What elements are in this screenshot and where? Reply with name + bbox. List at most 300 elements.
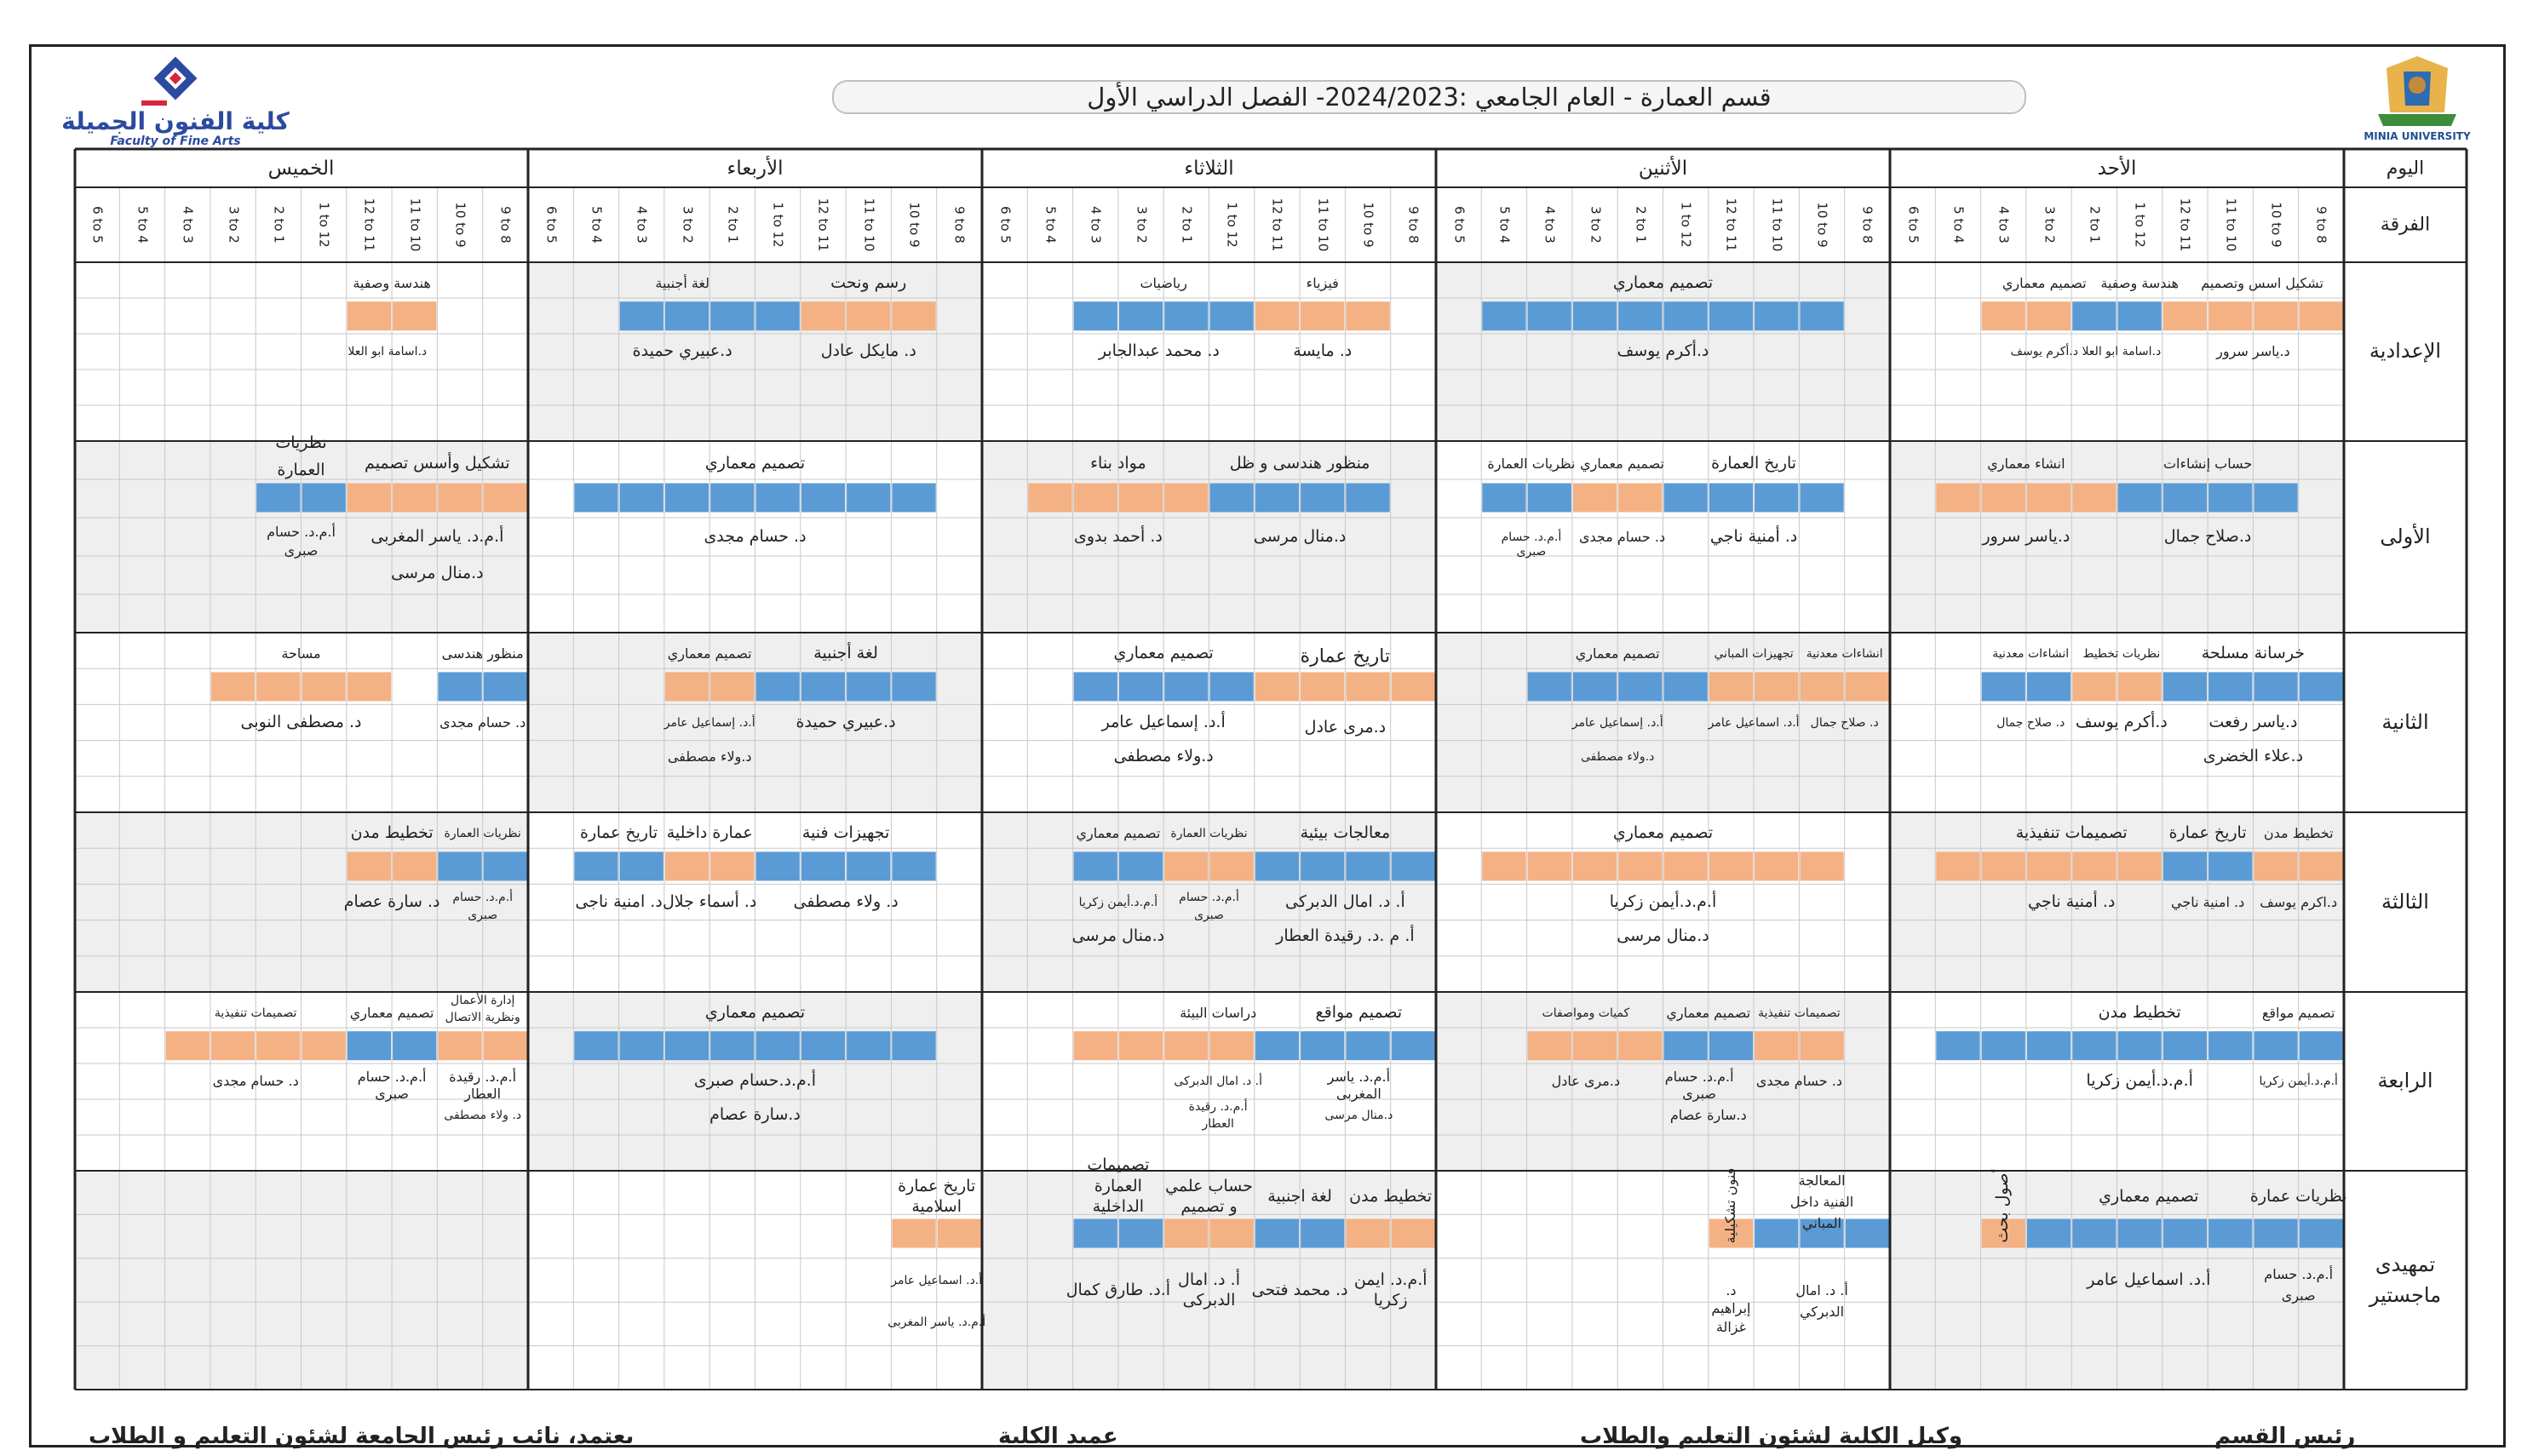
class-slot-bar <box>1982 301 2025 330</box>
day-header-4: الخميس <box>267 157 335 180</box>
class-text: تصميم معماري <box>1612 273 1714 293</box>
header-level-label: الفرقة <box>2380 214 2431 236</box>
class-text: د.ياسر رفعت <box>2208 712 2298 731</box>
class-text: تصميم معماري <box>1612 823 1714 843</box>
period-label: 11 to 10 <box>1315 198 1331 252</box>
period-label: 11 to 10 <box>861 198 877 252</box>
class-slot-bar <box>1709 484 1753 513</box>
class-text: حساب علمي <box>1165 1176 1253 1195</box>
class-slot-bar <box>574 484 617 513</box>
class-slot-bar <box>1936 851 1979 880</box>
class-slot-bar <box>1709 672 1753 701</box>
period-label: 1 to 12 <box>770 202 786 248</box>
class-text: تصميمات تنفيذية <box>2015 823 2128 843</box>
class-text: د.صلاح جمال <box>2163 526 2252 546</box>
class-slot-bar <box>1119 1219 1163 1248</box>
class-slot-bar <box>1755 1219 1798 1248</box>
class-slot-bar <box>1346 672 1389 701</box>
class-slot-bar <box>484 851 527 880</box>
class-slot-bar <box>1664 484 1708 513</box>
class-slot-bar <box>1800 484 1843 513</box>
class-text: أ.م.د.أيمن زكريا <box>1609 891 1717 911</box>
class-slot-bar <box>1301 484 1344 513</box>
class-slot-bar <box>1119 484 1163 513</box>
class-slot-bar <box>1482 301 1525 330</box>
class-text: تشكيل وأسس تصميم <box>365 454 510 473</box>
class-slot-bar <box>1255 1031 1299 1060</box>
class-slot-bar <box>1074 672 1117 701</box>
class-slot-bar <box>574 1031 617 1060</box>
class-slot-bar <box>1846 672 1889 701</box>
class-slot-bar <box>620 851 663 880</box>
class-slot-bar <box>256 484 300 513</box>
class-text: معالجات بيئية <box>1300 823 1391 843</box>
class-slot-bar <box>1528 1031 1571 1060</box>
period-label: 12 to 11 <box>362 198 378 252</box>
class-text: د. مايكل عادل <box>820 341 916 361</box>
class-slot-bar <box>710 301 754 330</box>
class-text: أ.م.د. ياسر المغربى <box>370 526 504 546</box>
class-slot-bar <box>847 484 890 513</box>
class-slot-bar <box>2163 851 2207 880</box>
class-slot-bar <box>2208 672 2252 701</box>
class-slot-bar <box>1074 1219 1117 1248</box>
period-label: 1 to 12 <box>2132 202 2148 248</box>
class-text: د.عبيري حميدة <box>632 341 732 361</box>
period-label: 9 to 8 <box>1405 206 1422 244</box>
class-slot-bar <box>2163 301 2207 330</box>
class-text: تاريخ العمارة <box>1711 454 1797 473</box>
class-text: العمارة <box>277 461 325 480</box>
class-text: لغة أجنبية <box>813 644 878 663</box>
class-text: تشكيل اسس وتصميم <box>2201 274 2323 291</box>
class-slot-bar <box>2027 672 2071 701</box>
class-text: أ.م.د. حسام <box>1501 530 1562 544</box>
class-slot-bar <box>1618 1031 1662 1060</box>
class-slot-bar <box>1346 301 1389 330</box>
class-text: د.اسامة ابو العلا <box>347 344 428 358</box>
class-slot-bar <box>2072 301 2116 330</box>
class-text: د.منال مرسى <box>1071 926 1165 946</box>
class-slot-bar <box>1982 484 2025 513</box>
period-label: 3 to 2 <box>2042 206 2058 244</box>
class-text: تاريخ عمارة <box>898 1176 976 1195</box>
class-slot-bar <box>1164 301 1208 330</box>
class-text: د. امنية ناجي <box>2171 893 2245 910</box>
class-text: أ.د. إسماعيل عامر <box>1101 712 1226 731</box>
class-slot-bar <box>1755 301 1798 330</box>
class-text: الدبركى <box>1182 1291 1236 1310</box>
class-slot-bar <box>1936 484 1979 513</box>
class-slot-bar <box>347 672 391 701</box>
class-text: تاريخ عمارة <box>580 823 658 843</box>
class-slot-bar <box>1392 1219 1435 1248</box>
class-text: إبراهيم <box>1711 1300 1751 1317</box>
day-header-0: الأحد <box>2097 157 2137 180</box>
class-slot-bar <box>1210 851 1254 880</box>
day-header-3: الأربعاء <box>727 157 784 180</box>
class-slot-bar <box>892 672 935 701</box>
class-slot-bar <box>438 672 481 701</box>
class-slot-bar <box>256 672 300 701</box>
period-label: 5 to 4 <box>1496 206 1513 244</box>
class-slot-bar <box>1255 484 1299 513</box>
class-slot-bar <box>1982 672 2025 701</box>
class-text: د.ولاء مصطفى <box>667 748 752 765</box>
class-text: تصميم معماري <box>667 645 752 662</box>
class-slot-bar <box>847 301 890 330</box>
class-text: تصميم معماري <box>2002 274 2087 291</box>
class-text: د. أسماء جلال <box>663 891 757 911</box>
class-slot-bar <box>847 851 890 880</box>
class-text: رياضيات <box>1140 274 1187 291</box>
class-text: د. سارة عصام <box>343 891 440 911</box>
class-text: أ.د. طارق كمال <box>1065 1280 1171 1299</box>
level-label-3: الثالثة <box>2381 889 2429 914</box>
class-text: د. مصطفى النوبى <box>240 712 362 731</box>
class-text: د. أحمد بدوى <box>1073 526 1163 546</box>
class-text: د.ياسر سرور <box>2216 342 2290 359</box>
class-text: أ.م.د. ياسر <box>1327 1068 1391 1085</box>
class-slot-bar <box>801 851 845 880</box>
class-slot-bar <box>1074 484 1117 513</box>
period-label: 4 to 3 <box>1088 206 1104 244</box>
class-text: أ.م.د.أيمن زكريا <box>1078 895 1158 909</box>
class-slot-bar <box>801 484 845 513</box>
class-text: د.سارة عصام <box>1669 1107 1747 1124</box>
class-text: تصميم معماري <box>704 1003 806 1023</box>
period-label: 12 to 11 <box>2178 198 2194 252</box>
class-text: انشاء معماري <box>1987 455 2065 472</box>
class-slot-bar <box>1664 672 1708 701</box>
class-slot-bar <box>1301 672 1344 701</box>
class-text: تخطيط مدن <box>2098 1003 2181 1023</box>
class-slot-bar <box>1164 1219 1208 1248</box>
class-slot-bar <box>1936 1031 1979 1060</box>
class-text: د. ولاء مصطفى <box>444 1109 522 1123</box>
class-text: لغة اجنبية <box>1267 1186 1332 1206</box>
class-slot-bar <box>302 1031 346 1060</box>
period-label: 5 to 4 <box>589 206 605 244</box>
class-text: صبرى <box>2281 1287 2316 1304</box>
class-text: تصميم معماري <box>1575 645 1660 662</box>
class-slot-bar <box>2072 484 2116 513</box>
class-slot-bar <box>620 1031 663 1060</box>
class-text: د.ولاء مصطفى <box>1581 749 1655 764</box>
class-slot-bar <box>1755 484 1798 513</box>
class-text: د. <box>1726 1281 1737 1298</box>
class-text: أ.م.د. حسام <box>2264 1266 2334 1283</box>
class-text: العطار <box>1202 1117 1234 1132</box>
class-slot-bar <box>756 484 800 513</box>
class-text: د.منال مرسى <box>1324 1109 1393 1123</box>
class-text: المعالجة <box>1798 1172 1846 1189</box>
class-slot-bar <box>2118 1219 2162 1248</box>
period-label: 11 to 10 <box>2223 198 2239 252</box>
class-slot-bar <box>756 672 800 701</box>
class-text: مواد بناء <box>1090 454 1146 473</box>
period-label: 1 to 12 <box>1678 202 1694 248</box>
class-text: تصميم معماري <box>1113 644 1214 663</box>
class-text: تصميمات تنفيذية <box>214 1006 297 1021</box>
class-slot-bar <box>2027 301 2071 330</box>
class-slot-bar <box>892 301 935 330</box>
class-slot-bar <box>211 1031 255 1060</box>
class-slot-bar <box>484 672 527 701</box>
class-text: د. محمد فتحى <box>1251 1280 1348 1299</box>
class-text-vertical: أصول بحث <box>1993 1168 2013 1243</box>
class-slot-bar <box>2072 1219 2116 1248</box>
class-slot-bar <box>1074 1031 1117 1060</box>
class-slot-bar <box>2072 851 2116 880</box>
class-slot-bar <box>2254 672 2297 701</box>
footer-vice-dean: وكيل الكلية لشئون التعليم والطلاب <box>1580 1424 1963 1449</box>
day-header-1: الأثنين <box>1638 157 1688 180</box>
class-slot-bar <box>1800 672 1843 701</box>
class-slot-bar <box>1301 1031 1344 1060</box>
class-slot-bar <box>1346 484 1389 513</box>
class-slot-bar <box>1800 301 1843 330</box>
class-text: رسم ونحت <box>830 273 907 293</box>
class-slot-bar <box>1210 484 1254 513</box>
class-text: أ.م.د.حسام صبرى <box>693 1071 817 1091</box>
class-text: د.سارة عصام <box>709 1105 801 1125</box>
class-text: خرسانة مسلحة <box>2201 644 2306 663</box>
header-day-label: اليوم <box>2386 157 2425 179</box>
class-text: د. ولاء مصطفى <box>793 891 899 911</box>
class-text: مساحة <box>281 645 321 662</box>
class-slot-bar <box>2118 484 2162 513</box>
class-slot-bar <box>302 484 346 513</box>
class-slot-bar <box>2208 484 2252 513</box>
class-slot-bar <box>1573 672 1617 701</box>
class-text: هندسة وصفية <box>2100 274 2179 291</box>
class-slot-bar <box>1528 484 1571 513</box>
class-slot-bar <box>1119 672 1163 701</box>
class-slot-bar <box>1164 484 1208 513</box>
class-slot-bar <box>1482 484 1525 513</box>
class-slot-bar <box>1074 851 1117 880</box>
class-slot-bar <box>166 1031 210 1060</box>
period-label: 12 to 11 <box>816 198 832 252</box>
level-label-5: تمهيدى <box>2375 1252 2436 1276</box>
class-slot-bar <box>665 672 709 701</box>
class-text: د.أكرم يوسف <box>2010 344 2078 358</box>
class-text: صبرى <box>1682 1085 1717 1102</box>
class-slot-bar <box>1664 301 1708 330</box>
class-text: صبرى <box>284 542 319 559</box>
class-slot-bar <box>347 301 391 330</box>
class-slot-bar <box>2118 672 2162 701</box>
period-label: 6 to 5 <box>543 206 560 244</box>
period-label: 9 to 8 <box>497 206 514 244</box>
class-text: الفنية داخل <box>1789 1193 1854 1210</box>
class-text: تصميم معماري <box>704 454 806 473</box>
class-slot-bar <box>2072 672 2116 701</box>
class-slot-bar <box>1618 484 1662 513</box>
class-slot-bar <box>1573 484 1617 513</box>
class-slot-bar <box>484 484 527 513</box>
page-title: قسم العمارة - العام الجامعي :2024/2023- الفصل الدراسي الأول <box>832 80 2026 114</box>
period-label: 4 to 3 <box>634 206 650 244</box>
class-slot-bar <box>484 1031 527 1060</box>
class-text: د. مايسة <box>1293 341 1353 361</box>
class-text: د.أكرم يوسف <box>1617 341 1709 361</box>
class-slot-bar <box>1164 1031 1208 1060</box>
class-slot-bar <box>1028 484 1071 513</box>
class-slot-bar <box>1392 1031 1435 1060</box>
period-label: 3 to 2 <box>1588 206 1604 244</box>
class-slot-bar <box>2163 484 2207 513</box>
class-text: إدارة الأعمال <box>451 994 515 1008</box>
period-label: 6 to 5 <box>997 206 1014 244</box>
class-slot-bar <box>1618 851 1662 880</box>
class-slot-bar <box>2208 1219 2252 1248</box>
class-text: تجهيزات المباني <box>1714 647 1794 662</box>
class-text: د.اسامة ابو العلا <box>2082 344 2162 358</box>
class-slot-bar <box>756 1031 800 1060</box>
class-slot-bar <box>665 1031 709 1060</box>
class-text: د. امنية ناجى <box>575 891 663 911</box>
class-text: أ. د. امال الدبركى <box>1285 891 1405 911</box>
class-slot-bar <box>438 484 481 513</box>
class-slot-bar <box>710 672 754 701</box>
class-slot-bar <box>2208 301 2252 330</box>
class-text: تخطيط مدن <box>2263 825 2334 842</box>
class-slot-bar <box>256 1031 300 1060</box>
class-slot-bar <box>2027 1031 2071 1060</box>
period-label: 9 to 8 <box>1859 206 1875 244</box>
class-text: أ.م.د. ياسر المغربى <box>887 1315 986 1329</box>
class-text: د. أمنية ناجي <box>2028 891 2116 911</box>
class-text: أ. م .د. رقيدة العطار <box>1276 926 1415 946</box>
class-slot-bar <box>1664 1031 1708 1060</box>
class-slot-bar <box>665 851 709 880</box>
class-text: نظريات العمارة <box>444 827 521 841</box>
day-header-2: الثلاثاء <box>1184 157 1234 180</box>
class-text: د.ولاء مصطفى <box>1113 747 1214 766</box>
class-slot-bar <box>2208 851 2252 880</box>
class-text: دراسات البيئة <box>1180 1004 1257 1021</box>
class-text: فيزياء <box>1306 274 1339 291</box>
class-slot-bar <box>1709 301 1753 330</box>
class-text: تصميم معماري <box>349 1004 434 1021</box>
period-label: 4 to 3 <box>1542 206 1558 244</box>
class-text: نظريات <box>275 433 327 452</box>
class-slot-bar <box>892 484 935 513</box>
class-text: نظريات تخطيط <box>2082 647 2161 662</box>
class-slot-bar <box>302 672 346 701</box>
class-slot-bar <box>1618 301 1662 330</box>
period-label: 10 to 9 <box>906 202 922 248</box>
class-text: تصميمات <box>1087 1155 1150 1174</box>
class-slot-bar <box>2300 1031 2343 1060</box>
class-text: تاريخ عمارة <box>2168 823 2247 843</box>
class-text: تخطيط مدن <box>350 823 434 843</box>
class-text: العمارة <box>1094 1176 1142 1195</box>
period-label: 9 to 8 <box>2313 206 2329 244</box>
class-slot-bar <box>1528 851 1571 880</box>
class-slot-bar <box>1709 851 1753 880</box>
class-slot-bar <box>2254 1219 2297 1248</box>
class-slot-bar <box>1255 851 1299 880</box>
class-text: أ.م.د. حسام <box>1664 1068 1734 1085</box>
class-text: د. حسام مجدى <box>1755 1072 1842 1089</box>
period-label: 5 to 4 <box>135 206 151 244</box>
class-slot-bar <box>938 1219 981 1248</box>
period-label: 10 to 9 <box>452 202 468 248</box>
period-label: 6 to 5 <box>89 206 106 244</box>
period-label: 3 to 2 <box>1134 206 1150 244</box>
class-slot-bar <box>2254 1031 2297 1060</box>
class-slot-bar <box>1573 851 1617 880</box>
period-label: 9 to 8 <box>951 206 968 244</box>
period-label: 5 to 4 <box>1950 206 1967 244</box>
class-text: زكريا <box>1373 1291 1408 1310</box>
class-text: د. أمنية ناجي <box>1709 526 1798 546</box>
period-label: 12 to 11 <box>1270 198 1286 252</box>
period-label: 3 to 2 <box>226 206 242 244</box>
class-text: تاريخ عمارة <box>1300 645 1391 668</box>
class-text: د. حسام مجدى <box>439 714 526 731</box>
class-slot-bar <box>1664 851 1708 880</box>
class-text: منظور هندسى <box>441 645 524 662</box>
class-text: أ.م.د. حسام <box>267 523 336 540</box>
level-label-4: الرابعة <box>2377 1069 2433 1093</box>
period-label: 2 to 1 <box>1633 206 1649 244</box>
class-slot-bar <box>1755 1031 1798 1060</box>
class-text: أ.د. اسماعيل عامر <box>2087 1270 2211 1289</box>
period-label: 11 to 10 <box>407 198 423 252</box>
period-label: 5 to 4 <box>1042 206 1059 244</box>
class-slot-bar <box>1210 672 1254 701</box>
svg-text:MINIA UNIVERSITY: MINIA UNIVERSITY <box>2364 130 2471 142</box>
class-text: أ.م.د. ايمن <box>1353 1270 1427 1289</box>
class-slot-bar <box>1255 301 1299 330</box>
class-slot-bar <box>393 851 436 880</box>
class-slot-bar <box>1573 301 1617 330</box>
class-text: هندسة وصفية <box>353 274 431 291</box>
class-slot-bar <box>1846 1219 1889 1248</box>
class-text: الداخلية <box>1092 1197 1145 1217</box>
class-slot-bar <box>620 301 663 330</box>
class-slot-bar <box>1346 851 1389 880</box>
class-text: تصميم مواقع <box>2261 1004 2335 1021</box>
class-slot-bar <box>2027 851 2071 880</box>
class-text: انشاءات معدنية <box>1992 647 2070 662</box>
class-text: د.منال مرسى <box>1253 526 1347 546</box>
class-text: أ.م.د. حسام <box>1179 891 1239 905</box>
class-slot-bar <box>393 484 436 513</box>
class-text: د. حسام مجدى <box>212 1072 299 1089</box>
class-text: نظريات العمارة <box>1170 827 1248 841</box>
class-slot-bar <box>2254 851 2297 880</box>
class-slot-bar <box>1528 301 1571 330</box>
class-text: عمارة داخلية <box>666 823 753 843</box>
class-slot-bar <box>1392 851 1435 880</box>
class-text: تصميم مواقع <box>1315 1003 1403 1023</box>
class-slot-bar <box>1255 1219 1299 1248</box>
class-slot-bar <box>2118 1031 2162 1060</box>
class-slot-bar <box>1800 1031 1843 1060</box>
level-label-1: الأولى <box>2380 524 2431 548</box>
class-slot-bar <box>1210 301 1254 330</box>
class-text: د. حسام مجدى <box>704 526 807 546</box>
class-slot-bar <box>2163 1031 2207 1060</box>
period-label: 2 to 1 <box>2087 206 2103 244</box>
class-slot-bar <box>665 484 709 513</box>
period-label: 1 to 12 <box>316 202 332 248</box>
